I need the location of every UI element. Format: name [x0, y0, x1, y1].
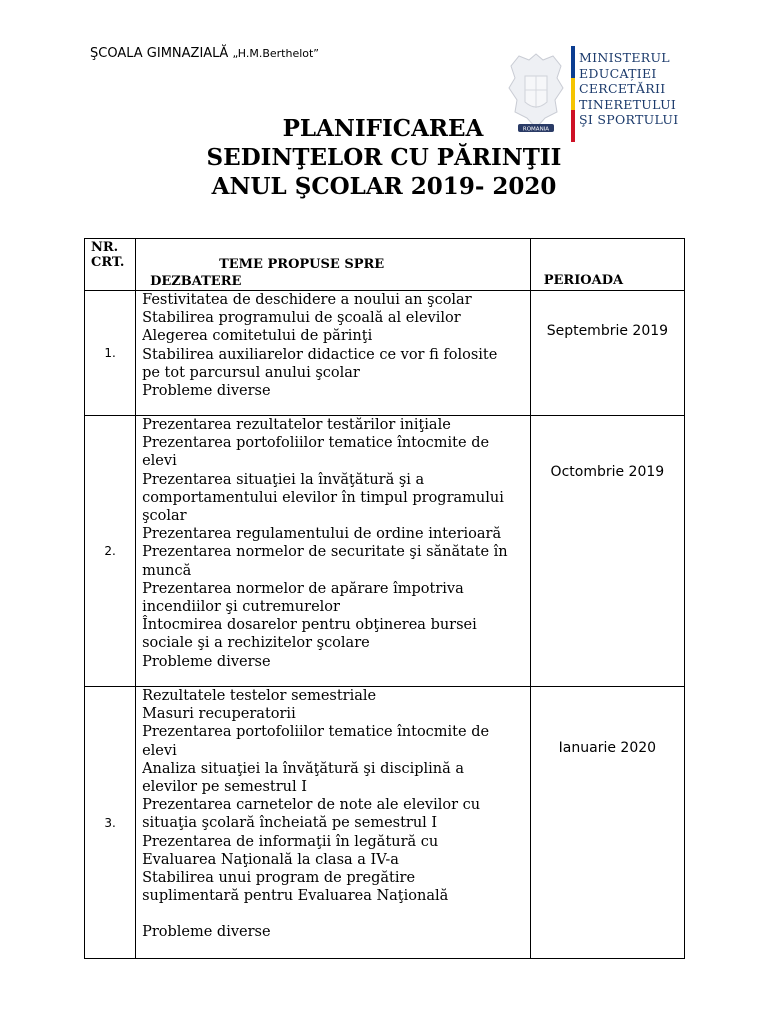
header-nr: NR. CRT.: [85, 239, 136, 291]
topic-line: Probleme diverse: [142, 924, 271, 941]
topic-line: elevi: [142, 453, 177, 470]
table-row: [85, 291, 685, 416]
topic-line: Prezentarea normelor de apărare împotriva: [142, 580, 464, 597]
topic-line: elevilor pe semestrul I: [142, 779, 307, 796]
row-number: 1.: [85, 291, 136, 416]
row-topics: [136, 687, 531, 959]
school-label: ŞCOALA GIMNAZIALĂ: [90, 46, 229, 61]
topic-line: Rezultatele testelor semestriale: [142, 688, 377, 704]
topic-line: Prezentarea carnetelor de note ale elevilor cu: [142, 797, 481, 814]
title-line: PLANIFICAREA: [282, 115, 484, 142]
row-period: Ianuarie 2020: [530, 687, 684, 959]
topic-line: situaţia şcolară încheiată pe semestrul I: [142, 815, 438, 832]
ministry-line: EDUCAȚIEI: [579, 65, 657, 81]
topic-line: Evaluarea Naţională la clasa a IV-a: [142, 851, 399, 868]
school-title: „H.M.Berthelot”: [232, 47, 320, 60]
topic-line: Prezentarea situaţiei la învăţătură şi a: [142, 471, 425, 488]
row-number: 3.: [85, 687, 136, 959]
topic-line: Probleme diverse: [142, 383, 271, 400]
topic-line: Prezentarea portofoliilor tematice întocmite de: [142, 435, 490, 452]
topic-line: Prezentarea normelor de securitate şi sănătate în: [142, 544, 508, 561]
table-row: [85, 416, 685, 687]
topic-line: şcolar: [142, 508, 187, 525]
topic-line: Festivitatea de deschidere a noului an şcolar: [142, 292, 472, 308]
topic-line: Întocmirea dosarelor pentru obţinerea bursei: [142, 617, 477, 634]
title-line: SEDINŢELOR CU PĂRINŢII: [206, 144, 562, 171]
topic-line: Prezentarea rezultatelor testărilor iniţiale: [142, 417, 451, 433]
topic-line: Prezentarea portofoliilor tematice întocmite de: [142, 724, 490, 741]
topic-line: [142, 905, 530, 923]
topic-line: Prezentarea regulamentului de ordine interioară: [142, 526, 502, 543]
document-title: [0, 114, 768, 201]
meetings-table: [84, 238, 685, 959]
topic-line: comportamentului elevilor în timpul programului: [142, 489, 504, 506]
crest-banner: ROMANIA: [522, 126, 550, 133]
topic-line: Prezentarea de informaţii în legătură cu: [142, 833, 439, 850]
row-topics: [136, 416, 531, 687]
topic-line: Masuri recuperatorii: [142, 706, 296, 723]
row-number: 2.: [85, 416, 136, 687]
topic-line: elevi: [142, 742, 177, 759]
topic-line: suplimentară pentru Evaluarea Naţională: [142, 888, 449, 905]
table-header-row: [85, 239, 685, 291]
title-line: ANUL ŞCOLAR 2019- 2020: [211, 173, 557, 200]
header-perioada: PERIOADA: [530, 239, 684, 291]
topic-line: incendiilor şi cutremurelor: [142, 599, 340, 616]
ministry-line: ŞI SPORTULUI: [579, 112, 679, 127]
topic-line: sociale şi a rechizitelor şcolare: [142, 635, 370, 652]
header-teme: TEME PROPUSE SPRE DEZBATERE: [136, 239, 531, 291]
ministry-line: CERCETĂRII: [579, 81, 666, 96]
ministry-line: MINISTERUL: [579, 50, 670, 65]
row-period: Octombrie 2019: [530, 416, 684, 687]
topic-line: Stabilirea unui program de pregătire: [142, 870, 416, 887]
topic-line: Stabilirea auxiliarelor didactice ce vor fi folosite: [142, 346, 498, 363]
ministry-line: TINERETULUI: [579, 96, 677, 112]
row-period: Septembrie 2019: [530, 291, 684, 416]
topic-line: Probleme diverse: [142, 653, 271, 670]
topic-line: Stabilirea programului de şcoală al elevilor: [142, 310, 461, 327]
school-name: [90, 46, 319, 61]
topic-line: Analiza situaţiei la învăţătură şi disciplină a: [142, 760, 465, 777]
row-topics: [136, 291, 531, 416]
topic-line: muncă: [142, 562, 192, 579]
topic-line: pe tot parcursul anului şcolar: [142, 364, 360, 381]
topic-line: Alegerea comitetului de părinţi: [142, 328, 373, 345]
table-row: [85, 687, 685, 959]
